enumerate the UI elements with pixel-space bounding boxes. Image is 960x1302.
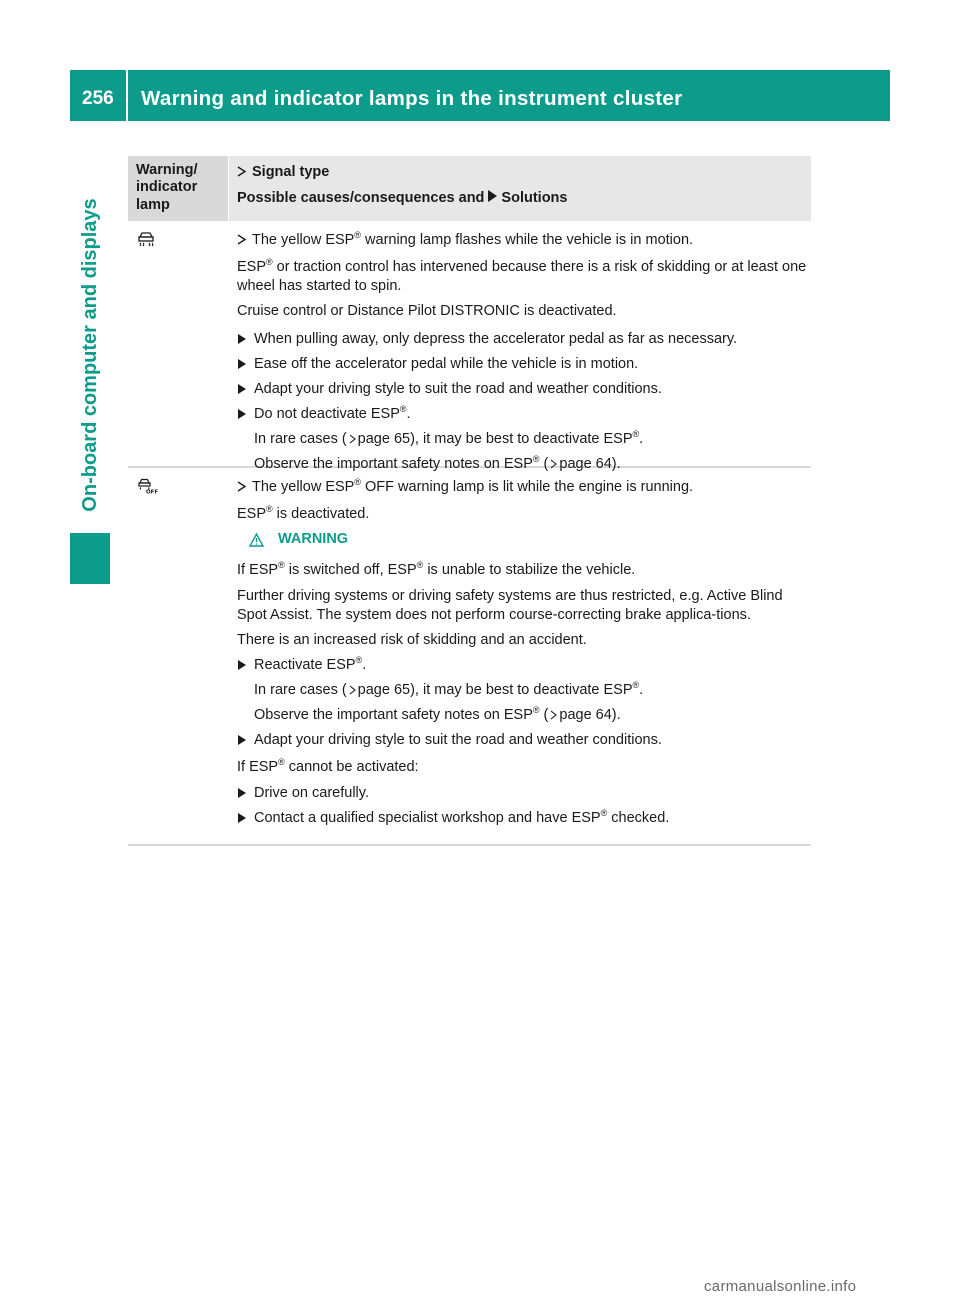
- side-tab-divider: [70, 529, 110, 531]
- solution-step: When pulling away, only depress the accelerator pedal as far as necessary.: [237, 330, 807, 349]
- note-text-part: Observe the important safety notes on ESP® (: [254, 454, 549, 473]
- causes-solutions-heading: [237, 189, 811, 208]
- page-ref-link[interactable]: page 65), it may be best to deactivate ESP®.: [357, 680, 644, 698]
- note-text: [237, 681, 807, 700]
- warning-text: There is an increased risk of skidding and an accident.: [237, 631, 587, 648]
- column-header-signal: [229, 156, 811, 221]
- column-header-lamp: [128, 156, 228, 221]
- consequence-text: Cruise control or Distance Pilot DISTRONIC is deactivated.: [237, 303, 617, 320]
- table-row: [128, 468, 811, 846]
- solution-step: Ease off the accelerator pedal while the vehicle is in motion.: [237, 355, 807, 374]
- warning-text: Further driving systems or driving safety systems are thus restricted, e.g. Active Blind Spot Assist. The system does not perform course-correcting brake applica-tions.: [237, 587, 783, 623]
- esp-skid-icon: [136, 231, 156, 247]
- warning-label: WARNING: [278, 531, 349, 548]
- solution-step: Contact a qualified specialist workshop and have ESP® checked.: [237, 809, 807, 828]
- signal-arrow-icon: [237, 234, 246, 245]
- note-text-part: In rare cases (: [254, 682, 347, 698]
- cause-text: ESP® or traction control has intervened because there is a risk of skidding or at least one wheel has started to spin.: [237, 257, 807, 295]
- note-text: [237, 430, 807, 449]
- warning-heading: [237, 530, 807, 549]
- condition-text: If ESP® cannot be activated:: [237, 757, 419, 776]
- svg-text:OFF: OFF: [146, 489, 159, 496]
- warning-triangle-icon: [249, 533, 264, 547]
- page-ref-icon: [349, 434, 356, 444]
- header-divider: [126, 70, 128, 121]
- solutions-arrow-icon: [488, 190, 497, 202]
- solution-step: Adapt your driving style to suit the road and weather conditions.: [237, 731, 807, 750]
- side-tab-label: On-board computer and displays: [79, 198, 101, 512]
- page-ref-icon: [550, 710, 557, 720]
- page-ref-icon: [349, 685, 356, 695]
- side-tab-marker: [70, 533, 110, 584]
- watermark: carmanualsonline.info: [704, 1278, 857, 1295]
- signal-text: [237, 231, 807, 250]
- solution-step: Do not deactivate ESP®.: [237, 405, 807, 424]
- causes-label: Possible causes/consequences and: [237, 190, 485, 207]
- signal-arrow-icon: [237, 481, 246, 492]
- solution-step: Drive on carefully.: [237, 784, 807, 803]
- signal-description: The yellow ESP® warning lamp flashes while the vehicle is in motion.: [252, 230, 694, 248]
- warning-text: If ESP® is switched off, ESP® is unable to stabilize the vehicle.: [237, 560, 636, 579]
- page-number: 256: [82, 88, 114, 109]
- signal-type-heading: [237, 163, 811, 182]
- solution-step: Adapt your driving style to suit the road and weather conditions.: [237, 380, 807, 399]
- signal-description: The yellow ESP® OFF warning lamp is lit while the engine is running.: [252, 477, 694, 495]
- column-header-lamp-label: Warning/ indicator lamp: [136, 162, 198, 213]
- cause-text: ESP® is deactivated.: [237, 504, 370, 523]
- note-text: [237, 706, 807, 725]
- row-content: [237, 478, 807, 834]
- solution-step: Reactivate ESP®.: [237, 656, 807, 675]
- row-content: [237, 231, 807, 482]
- page-ref-link[interactable]: page 64).: [559, 456, 621, 473]
- solutions-label: Solutions: [501, 190, 568, 207]
- page-ref-link[interactable]: page 64).: [559, 707, 621, 724]
- signal-arrow-icon: [237, 166, 246, 177]
- note-text-part: In rare cases (: [254, 431, 347, 447]
- note-text-part: Observe the important safety notes on ESP® (: [254, 705, 549, 724]
- table-header: [128, 156, 811, 221]
- signal-text: [237, 478, 807, 497]
- side-tab: [70, 126, 110, 584]
- table-row: [128, 221, 811, 473]
- signal-type-label: Signal type: [252, 164, 330, 180]
- esp-off-icon: [136, 478, 159, 496]
- page-title: Warning and indicator lamps in the instrument cluster: [141, 87, 683, 110]
- page-ref-link[interactable]: page 65), it may be best to deactivate ESP®.: [357, 429, 644, 447]
